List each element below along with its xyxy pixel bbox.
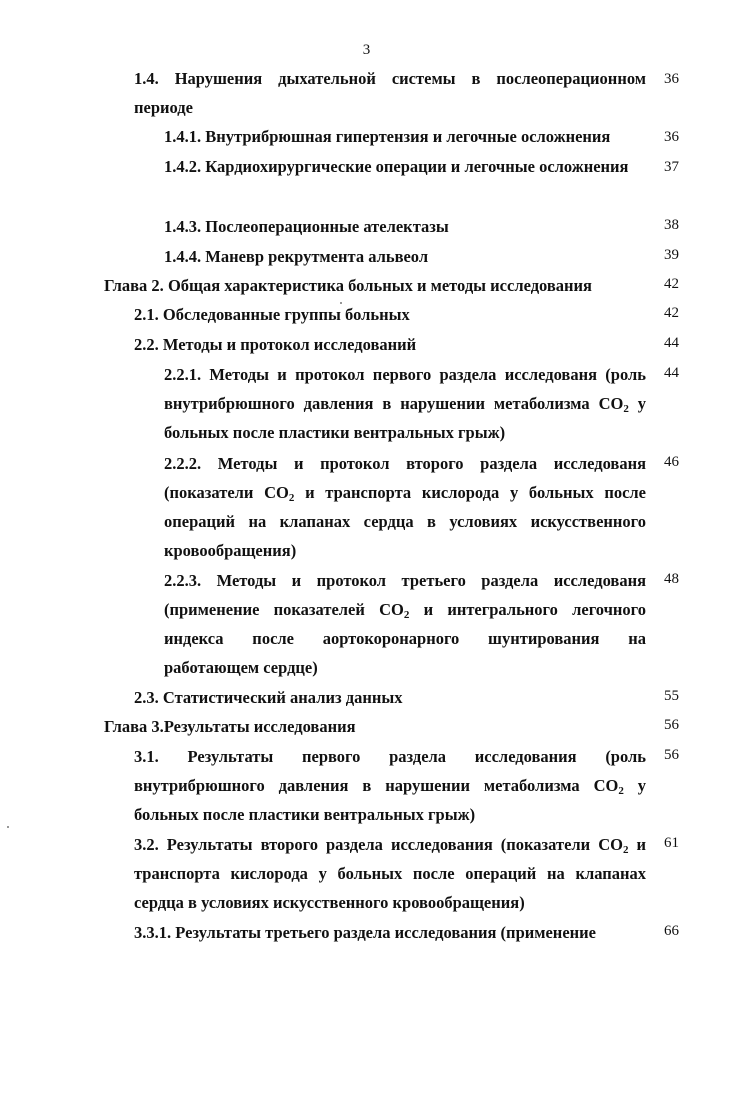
scan-speck (7, 826, 9, 828)
toc-entry-page: 46 (664, 454, 679, 470)
toc-entry-label: Обследованные группы больных (162, 305, 410, 324)
toc-entry-title (104, 712, 646, 741)
toc-entry-number: 2.3. (134, 688, 159, 707)
toc-entry-title (134, 683, 646, 712)
toc-entry-page: 39 (664, 247, 679, 263)
toc-entry-title (104, 271, 646, 300)
toc-entry-title (134, 330, 646, 359)
toc-entry-number: 1.4.4. (164, 247, 202, 266)
page-number: 3 (362, 42, 371, 58)
toc-entry-number: 1.4.2. (164, 157, 202, 176)
toc-entry-title (134, 64, 646, 122)
toc-entry-label: Внутрибрюшная гипертензия и легочные осложнения (205, 127, 611, 146)
toc-entry-page: 44 (664, 335, 679, 351)
toc-entry-page: 56 (664, 717, 679, 733)
toc-entry-title (164, 360, 646, 447)
toc-entry-number: 2.2. (134, 335, 159, 354)
toc-entry-page: 66 (664, 923, 679, 939)
toc-entry-number: Глава 2. (104, 276, 164, 295)
toc-entry-page: 42 (664, 305, 679, 321)
toc-entry-page: 38 (664, 217, 679, 233)
toc-entry-page: 36 (664, 129, 679, 145)
toc-entry-page: 37 (664, 159, 679, 175)
toc-entry-number: 1.4. (134, 69, 159, 88)
toc-entry-number: 3.2. (134, 835, 159, 854)
toc-entry-title (164, 152, 646, 181)
toc-entry-number: 3.3.1. (134, 923, 172, 942)
toc-entry-title (164, 122, 646, 151)
toc-entry-label: Кардиохирургические операции и легочные осложнения (205, 157, 629, 176)
toc-entry-label: Результаты третьего раздела исследования (применение (175, 923, 596, 942)
toc-entry-page: 56 (664, 747, 679, 763)
toc-entry-number: Глава 3. (104, 717, 164, 736)
toc-entry-label: Методы и протокол третьего раздела исследованя (применение показателей $CO_2$ и интегрального легочного индекса после аортокоронарного шунтирования на работающем сердце) (164, 571, 647, 677)
toc-entry-page: 61 (664, 835, 679, 851)
toc-entry-title (164, 212, 646, 241)
scan-speck (340, 302, 342, 304)
toc-entry-page: 36 (664, 71, 679, 87)
toc-entry-title (134, 830, 646, 917)
toc-entry-page: 48 (664, 571, 679, 587)
toc-entry-number: 1.4.1. (164, 127, 202, 146)
toc-entry-title (164, 566, 646, 682)
toc-entry-number: 2.1. (134, 305, 159, 324)
toc-entry-title (164, 242, 646, 271)
toc-entry-label: Послеоперационные ателектазы (205, 217, 449, 236)
toc-entry-title (134, 918, 646, 947)
toc-entry-number: 3.1. (134, 747, 159, 766)
toc-entry-label: Маневр рекрутмента альвеол (205, 247, 429, 266)
toc-entry-page: 55 (664, 688, 679, 704)
toc-entry-label: Методы и протокол первого раздела исследованя (роль внутрибрюшного давления в нарушении метаболизма $CO_2$ у больных после пластики вентральных грыж) (164, 365, 646, 442)
toc-entry-number: 2.2.3. (164, 571, 202, 590)
toc-entry-label: Результаты первого раздела исследования (роль внутрибрюшного давления в нарушении метаболизма $CO_2$ у больных после пластики вентральных грыж) (134, 747, 647, 824)
toc-entry-title (134, 300, 646, 329)
toc-entry-label: Результаты исследования (163, 717, 356, 736)
toc-entry-title (164, 449, 646, 565)
toc-entry-title (134, 742, 646, 829)
toc-entry-label: Нарушения дыхательной системы в послеоперационном периоде (134, 69, 646, 117)
toc-entry-page: 42 (664, 276, 679, 292)
toc-entry-label: Общая характеристика больных и методы исследования (167, 276, 592, 295)
toc-entry-label: Результаты второго раздела исследования (показатели $CO_2$ и транспорта кислорода у больных после операций на клапанах сердца в условиях искусственного кровообращения) (134, 835, 646, 912)
toc-entry-label: Методы и протокол второго раздела исследованя (показатели $CO_2$ и транспорта кислорода у больных после операций на клапанах сердца в условиях искусственного кровообращения) (164, 454, 647, 560)
toc-entry-number: 1.4.3. (164, 217, 202, 236)
toc-entry-label: Методы и протокол исследований (162, 335, 417, 354)
toc-entry-page: 44 (664, 365, 679, 381)
toc-entry-number: 2.2.1. (164, 365, 202, 384)
toc-entry-number: 2.2.2. (164, 454, 202, 473)
toc-entry-label: Статистический анализ данных (162, 688, 403, 707)
